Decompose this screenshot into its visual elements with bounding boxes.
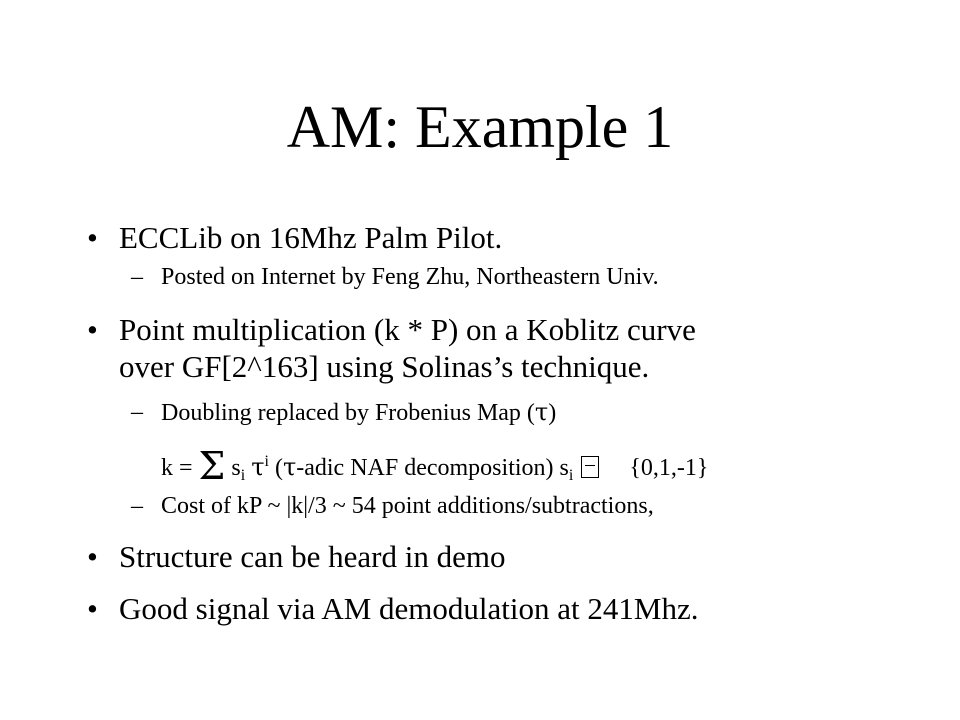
sigma-symbol: Σ [198,444,226,488]
sub-item-text: Cost of kP ~ |k|/3 ~ 54 point additions/subtractions, [161,493,654,519]
formula-s: s [225,455,241,481]
slide-title: AM: Example 1 [286,94,674,160]
formula-set: {0,1,-1} [629,455,709,481]
dash-marker: – [131,399,143,425]
subscript-i: i [568,467,574,484]
bullet-dot: • [87,539,98,574]
bullet-dot: • [87,312,98,347]
bullet-text-line2: over GF[2^163] using Solinas’s technique. [119,349,650,384]
formula-line [161,444,709,490]
dash-marker: – [131,264,143,290]
bullet-text: Structure can be heard in demo [119,539,506,574]
bullet-dot: • [87,591,98,626]
bullet-text-line1: Point multiplication (k * P) on a Koblitz curve [119,312,696,347]
bullet-item-point-multiplication-cont [119,349,649,385]
sub-item-text: Posted on Internet by Feng Zhu, Northeastern Univ. [161,264,659,290]
tau-symbol: τ [251,453,265,481]
sub-item-text: Doubling replaced by Frobenius Map (τ) [161,398,557,426]
bullet-text: Good signal via AM demodulation at 241Mhz. [119,591,699,626]
missing-glyph-icon [581,456,599,478]
formula-k: k = [161,455,199,481]
bullet-text: ECCLib on 16Mhz Palm Pilot. [119,220,503,255]
formula-paren: ( [268,455,283,481]
formula-adic-text: -adic NAF decomposition) s [296,455,569,481]
superscript-i: i [264,453,269,470]
dash-marker: – [131,493,143,519]
tau-symbol: τ [282,453,297,481]
subscript-i: i [240,467,246,484]
bullet-dot: • [87,220,98,255]
